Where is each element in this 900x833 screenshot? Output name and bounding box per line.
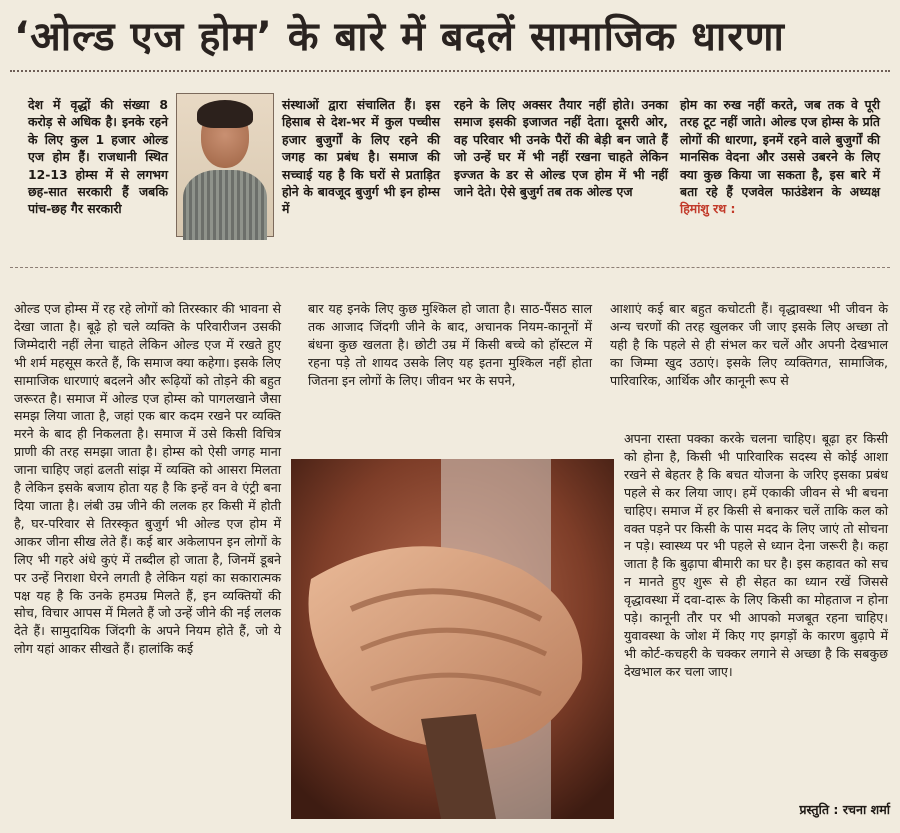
intro-column-1: देश में वृद्धों की संख्या 8 करोड़ से अधिक है। इनके रहने के लिए कुल 1 हजार ओल्ड एज होम हैं। राजधानी स्थित 12-13 होम्स में से लगभग छह-सात सरकारी हैं जबकि पांच-छह गैर सरकारी	[28, 97, 168, 217]
body-column-1: ओल्ड एज होम्स में रह रहे लोगों को तिरस्कार की भावना से देखा जाता है। बूढ़े हो चले व्यक्ति के परिवारीजन उसकी जिम्मेदारी नहीं लेना चाहते लेकिन ओल्ड एज में रखते हुए भी शर्म महसूस करते हैं, कि समाज क्या कहेगा। इसके लिए सामाजिक धारणाएं बदलने और रूढ़ियों को तोड़ने की बहुत जरूरत है। समाज में ओल्ड एज होम्स को पागलखाने जैसा समझ लिया जाता है, जहां एक बार कदम रखने पर व्यक्ति मरने के बाद ही निकलता है। समाज में उसे किसी विचित्र प्राणी की तरह समझा जाता है। होम्स को ऐसी जगह माना जाना चाहिए जहां ढलती सांझ में व्यक्ति को आसरा मिलता है लेकिन इसके बजाय होता यह है कि इन्हें वन वे एंट्री बना दिया जाता है। लंबी उम्र जीने की ललक हर किसी में होती है, घर-परिवार से तिरस्कृत बुजुर्ग भी ओल्ड एज होम में आकर जीना सीख लेते हैं। कई बार अकेलापन इन लोगों के लिए भी गहरे अंधे कुएं में तब्दील हो जाता है, जिनमें डूबने पर उन्हें निराशा घेरने लगती है लेकिन यहां का सकारात्मक पक्ष यह है कि उनके हमउम्र मिलते हैं, इन व्यक्तियों की सोच, विचार आपस में मिलते हैं जो उन्हें जीने की नई ललक देते हैं। सामुदायिक जिंदगी के अपने नियम होते हैं, जो ये लोग यहां आकर सीखते हैं। हालांकि कई	[14, 301, 281, 657]
expert-name: हिमांशु रथ :	[680, 201, 736, 217]
section-divider	[10, 267, 890, 268]
author-photo	[176, 93, 274, 237]
body-column-3-top: आशाएं कई बार बहुत कचोटती हैं। वृद्धावस्था भी जीवन के अन्य चरणों की तरह खुलकर जी जाए इसके लिए अच्छा तो यही है कि पहले से ही संभल कर चलें और अपनी देखभाल का जिम्मा खुद उठाएं। इसके लिए व्यक्तिगत, सामाजिक, पारिवारिक, आर्थिक और कानूनी रूप से	[610, 301, 888, 388]
body-column-3: अपना रास्ता पक्का करके चलना चाहिए। बूढ़ा हर किसी को होना है, किसी भी पारिवारिक सदस्य से कोई आशा रखने से बेहतर है कि बचत योजना के जरिए इसका प्रबंध पहले से कर लिया जाए। हमें एकाकी जीवन से भी बचना चाहिए। समाज में हर किसी से बनाकर चलें ताकि कल को वक्त पड़ने पर किसी के पास मदद के लिए जाएं तो सोचना न पड़े। स्वास्थ्य पर भी पहले से ध्यान देना जरूरी है। कहा जाता है कि बुढ़ापा बीमारी का घर है। इस कहावत को सच न मानते हुए शुरू से ही सेहत का ध्यान रखें जिससे वृद्धावस्था में दवा-दारू के लिए किसी का मोहताज न होना पड़े। कानूनी तौर पर भी आपको मजबूत रहना चाहिए। युवावस्था के जोश में किए गए झगड़ों के कारण बुढ़ापे में भी कोर्ट-कचहरी के चक्कर लगाने से अच्छा है कि सबकुछ देखभाल कर चला जाए।	[624, 431, 888, 679]
intro-column-4-text: होम का रुख नहीं करते, जब तक वे पूरी तरह टूट नहीं जाते। ओल्ड एज होम्स के प्रति लोगों की धारणा, इनमें रहने वाले बुजुर्गों की मानसिक वेदना और उससे उबरने के लिए क्या कुछ किया जा सकता है, इस बारे में बता रहे हैं एजवेल फाउंडेशन के अध्यक्ष	[680, 97, 880, 200]
elderly-hands-photo	[291, 459, 614, 819]
headline-divider	[10, 70, 890, 72]
intro-column-4	[680, 96, 880, 266]
intro-column-3: रहने के लिए अक्सर तैयार नहीं होते। उनका समाज इसकी इजाजत नहीं देता। दूसरी ओर, वह परिवार भी उनके पैरों की बेड़ी बन जाते हैं जो उन्हें घर में भी नहीं रखना चाहते लेकिन इज्जत के डर से ओल्ड एज होम में भी नहीं जाने देते। ऐसे बुजुर्ग तब तक ओल्ड एज	[454, 97, 668, 200]
body-column-2: बार यह इनके लिए कुछ मुश्किल हो जाता है। साठ-पैंसठ साल तक आजाद जिंदगी जीने के बाद, अचानक नियम-कानूनों में बंधना कुछ खलता है। छोटी उम्र में किसी बच्चे को हॉस्टल में रहना पड़े तो शायद उसके लिए यह इतना मुश्किल नहीं होता जितना इन लोगों के लिए। जीवन भर के सपने,	[308, 301, 592, 388]
byline: प्रस्तुति : रचना शर्मा	[799, 802, 890, 817]
intro-column-2: संस्थाओं द्वारा संचालित हैं। इस हिसाब से देश-भर में कुल पच्चीस हजार बुजुर्गों के लिए रहने की जगह का प्रबंध है। समाज की सच्चाई यह है कि घरों से प्रताड़ित होने के बावजूद बुजुर्ग भी इन होम्स में	[282, 97, 440, 217]
article-headline: ‘ओल्ड एज होम’ के बारे में बदलें सामाजिक धारणा	[14, 14, 785, 60]
